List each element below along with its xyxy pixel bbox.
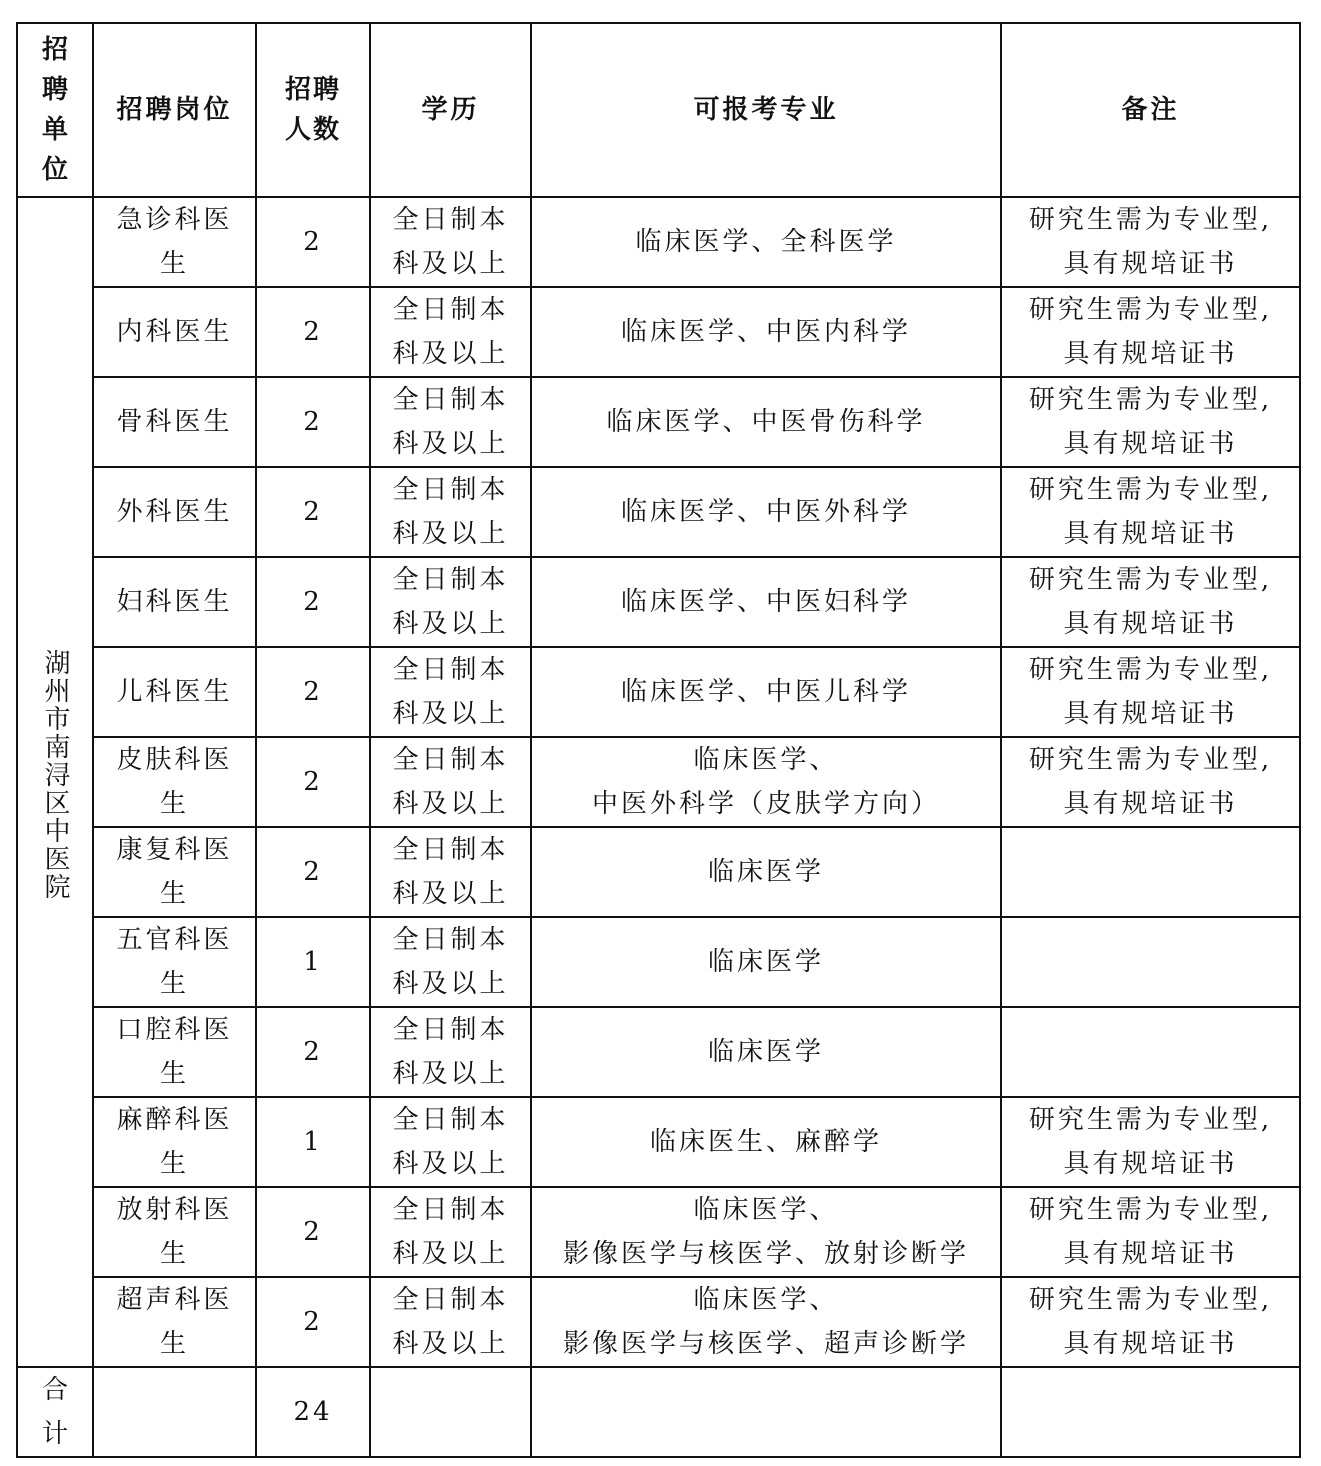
position-cell — [93, 1007, 256, 1097]
total-row — [17, 1367, 1300, 1457]
count-cell-text: 2 — [303, 1307, 323, 1337]
majors-cell — [531, 377, 1001, 467]
education-cell-text: 全日制本科及以上 — [392, 925, 509, 999]
position-cell — [93, 1097, 256, 1187]
count-cell — [256, 827, 370, 917]
count-cell — [256, 1277, 370, 1367]
education-cell-text: 全日制本科及以上 — [392, 835, 509, 909]
header-position: 招聘岗位 — [93, 23, 256, 197]
note-cell-text: 研究生需为专业型,具有规培证书 — [1028, 565, 1273, 639]
count-cell-text: 2 — [303, 1217, 323, 1247]
table-header-row — [17, 23, 1300, 197]
education-cell-text: 全日制本科及以上 — [392, 1195, 509, 1269]
majors-cell — [531, 1277, 1001, 1367]
majors-cell — [531, 1097, 1001, 1187]
note-cell-text: 研究生需为专业型,具有规培证书 — [1028, 745, 1273, 819]
count-cell — [256, 1097, 370, 1187]
count-cell — [256, 287, 370, 377]
note-cell-text: 研究生需为专业型,具有规培证书 — [1028, 385, 1273, 459]
count-cell — [256, 467, 370, 557]
position-cell-text: 皮肤科医生 — [116, 745, 233, 819]
position-cell-text: 骨科医生 — [116, 407, 233, 437]
count-cell — [256, 1007, 370, 1097]
major-line: 影像医学与核医学、超声诊断学 — [562, 1329, 969, 1359]
table-row — [17, 1097, 1300, 1187]
major-line: 中医外科学（皮肤学方向） — [591, 789, 940, 819]
position-cell-text: 麻醉科医生 — [116, 1105, 233, 1179]
count-cell — [256, 647, 370, 737]
major-line: 临床医学 — [707, 857, 824, 887]
total-majors-cell — [531, 1367, 1001, 1457]
education-cell-text: 全日制本科及以上 — [392, 655, 509, 729]
note-cell — [1001, 1097, 1300, 1187]
position-cell — [93, 377, 256, 467]
count-cell-text: 2 — [303, 857, 323, 887]
education-cell — [370, 1097, 531, 1187]
majors-cell — [531, 197, 1001, 287]
note-cell — [1001, 197, 1300, 287]
major-line: 临床医学、中医外科学 — [620, 497, 911, 527]
count-cell-text: 2 — [303, 497, 323, 527]
education-cell — [370, 467, 531, 557]
position-cell — [93, 467, 256, 557]
total-count: 24 — [256, 1367, 370, 1457]
position-cell-text: 急诊科医生 — [116, 205, 233, 279]
note-cell-text: 研究生需为专业型,具有规培证书 — [1028, 1285, 1273, 1359]
position-cell — [93, 647, 256, 737]
note-cell — [1001, 827, 1300, 917]
count-cell-text: 2 — [303, 1037, 323, 1067]
position-cell — [93, 1187, 256, 1277]
count-cell-text: 1 — [303, 947, 323, 977]
position-cell — [93, 287, 256, 377]
position-cell — [93, 1277, 256, 1367]
education-cell-text: 全日制本科及以上 — [392, 475, 509, 549]
total-label-cell — [17, 1367, 93, 1457]
note-cell-text: 研究生需为专业型,具有规培证书 — [1028, 655, 1273, 729]
count-cell-text: 1 — [303, 1127, 323, 1157]
table-row — [17, 377, 1300, 467]
header-unit: 招聘单位 — [17, 23, 93, 197]
note-cell — [1001, 1277, 1300, 1367]
note-cell — [1001, 647, 1300, 737]
table-row — [17, 737, 1300, 827]
major-line: 临床医学、中医妇科学 — [620, 587, 911, 617]
education-cell-text: 全日制本科及以上 — [392, 385, 509, 459]
count-cell-text: 2 — [303, 587, 323, 617]
table-row — [17, 647, 1300, 737]
table-body — [17, 197, 1300, 1457]
majors-cell — [531, 737, 1001, 827]
count-cell — [256, 737, 370, 827]
education-cell-text: 全日制本科及以上 — [392, 1285, 509, 1359]
table-row — [17, 1277, 1300, 1367]
count-cell-text: 2 — [303, 677, 323, 707]
major-line: 临床医学、中医内科学 — [620, 317, 911, 347]
total-label: 合计 — [41, 1375, 68, 1449]
note-cell — [1001, 1187, 1300, 1277]
note-cell — [1001, 467, 1300, 557]
major-line: 临床医学 — [707, 947, 824, 977]
count-cell — [256, 197, 370, 287]
education-cell-text: 全日制本科及以上 — [392, 565, 509, 639]
position-cell-text: 康复科医生 — [116, 835, 233, 909]
count-cell — [256, 557, 370, 647]
total-position-cell — [93, 1367, 256, 1457]
table-row — [17, 557, 1300, 647]
position-cell — [93, 917, 256, 1007]
note-cell-text: 研究生需为专业型,具有规培证书 — [1028, 1195, 1273, 1269]
major-line: 临床医学 — [707, 1037, 824, 1067]
major-line: 临床医学、中医骨伤科学 — [606, 407, 926, 437]
major-line: 临床医学、中医儿科学 — [620, 677, 911, 707]
education-cell — [370, 377, 531, 467]
count-cell — [256, 377, 370, 467]
count-cell-text: 2 — [303, 317, 323, 347]
recruitment-table — [16, 22, 1301, 1458]
note-cell-text: 研究生需为专业型,具有规培证书 — [1028, 475, 1273, 549]
majors-cell — [531, 917, 1001, 1007]
education-cell-text: 全日制本科及以上 — [392, 1105, 509, 1179]
education-cell — [370, 647, 531, 737]
note-cell — [1001, 917, 1300, 1007]
education-cell — [370, 557, 531, 647]
position-cell — [93, 197, 256, 287]
header-notes: 备注 — [1001, 23, 1300, 197]
table-row — [17, 827, 1300, 917]
education-cell — [370, 737, 531, 827]
table-row — [17, 467, 1300, 557]
majors-cell — [531, 1187, 1001, 1277]
count-cell-text: 2 — [303, 227, 323, 257]
position-cell-text: 儿科医生 — [116, 677, 233, 707]
education-cell-text: 全日制本科及以上 — [392, 205, 509, 279]
education-cell-text: 全日制本科及以上 — [392, 295, 509, 369]
position-cell-text: 内科医生 — [116, 317, 233, 347]
position-cell — [93, 557, 256, 647]
header-education: 学历 — [370, 23, 531, 197]
count-cell-text: 2 — [303, 767, 323, 797]
count-cell-text: 2 — [303, 407, 323, 437]
majors-cell — [531, 647, 1001, 737]
note-cell — [1001, 377, 1300, 467]
note-cell — [1001, 737, 1300, 827]
table-row — [17, 1007, 1300, 1097]
majors-cell — [531, 557, 1001, 647]
majors-cell — [531, 1007, 1001, 1097]
note-cell-text: 研究生需为专业型,具有规培证书 — [1028, 205, 1273, 279]
note-cell — [1001, 287, 1300, 377]
position-cell-text: 妇科医生 — [116, 587, 233, 617]
position-cell-text: 五官科医生 — [116, 925, 233, 999]
education-cell — [370, 197, 531, 287]
unit-name: 湖州市南浔区中医院 — [40, 649, 70, 901]
unit-name-cell — [17, 197, 93, 1367]
position-cell-text: 口腔科医生 — [116, 1015, 233, 1089]
table-row — [17, 287, 1300, 377]
education-cell-text: 全日制本科及以上 — [392, 1015, 509, 1089]
majors-cell — [531, 827, 1001, 917]
major-line: 临床医学、 — [693, 745, 839, 775]
position-cell — [93, 827, 256, 917]
count-cell — [256, 1187, 370, 1277]
note-cell — [1001, 1007, 1300, 1097]
education-cell — [370, 827, 531, 917]
table-row — [17, 917, 1300, 1007]
education-cell — [370, 1007, 531, 1097]
table-row — [17, 197, 1300, 287]
education-cell — [370, 287, 531, 377]
table-row — [17, 1187, 1300, 1277]
total-education-cell — [370, 1367, 531, 1457]
education-cell — [370, 917, 531, 1007]
major-line: 临床医学、全科医学 — [635, 227, 897, 257]
total-note-cell — [1001, 1367, 1300, 1457]
education-cell-text: 全日制本科及以上 — [392, 745, 509, 819]
header-count: 招聘人数 — [256, 23, 370, 197]
major-line: 临床医学、 — [693, 1195, 839, 1225]
education-cell — [370, 1187, 531, 1277]
major-line: 影像医学与核医学、放射诊断学 — [562, 1239, 969, 1269]
major-line: 临床医生、麻醉学 — [649, 1127, 882, 1157]
position-cell-text: 超声科医生 — [116, 1285, 233, 1359]
majors-cell — [531, 467, 1001, 557]
note-cell — [1001, 557, 1300, 647]
header-majors: 可报考专业 — [531, 23, 1001, 197]
majors-cell — [531, 287, 1001, 377]
position-cell-text: 放射科医生 — [116, 1195, 233, 1269]
major-line: 临床医学、 — [693, 1285, 839, 1315]
count-cell — [256, 917, 370, 1007]
position-cell — [93, 737, 256, 827]
education-cell — [370, 1277, 531, 1367]
note-cell-text: 研究生需为专业型,具有规培证书 — [1028, 1105, 1273, 1179]
note-cell-text: 研究生需为专业型,具有规培证书 — [1028, 295, 1273, 369]
position-cell-text: 外科医生 — [116, 497, 233, 527]
